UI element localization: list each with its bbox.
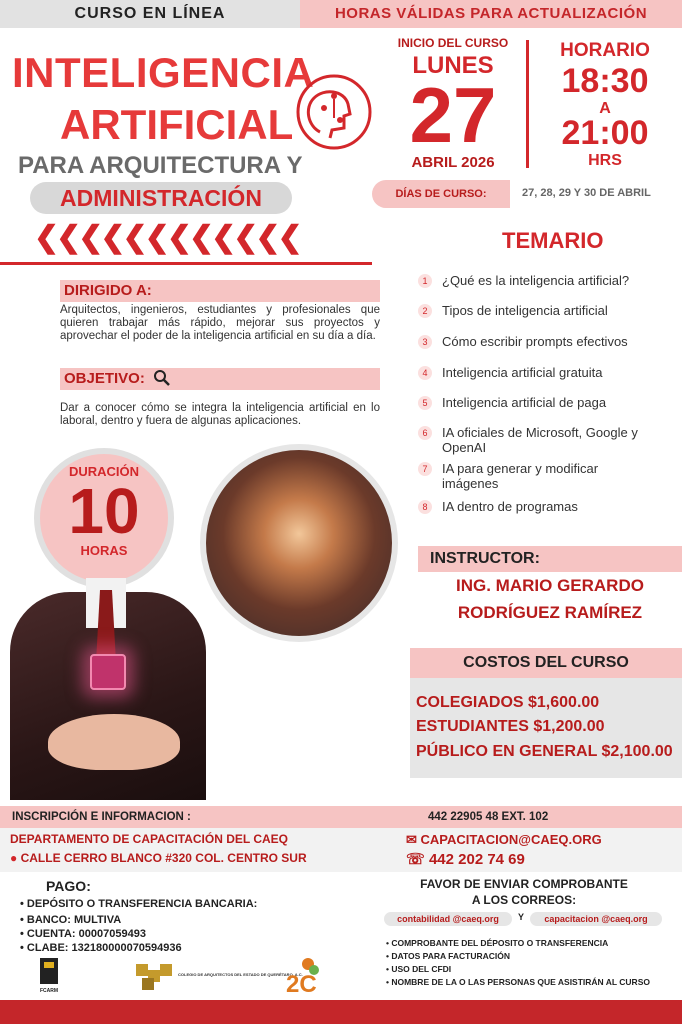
- instructor-name-line1: ING. MARIO GERARDO: [456, 576, 644, 595]
- temario-item-number: 5: [418, 396, 432, 410]
- schedule-label: HORARIO: [560, 40, 650, 61]
- requirement-item: • DATOS PARA FACTURACIÓN: [386, 951, 511, 961]
- objective-text: Dar a conocer cómo se integra la inteligencia artificial en lo laboral, dentro y fuera de algunas aplicaciones.: [60, 402, 380, 427]
- temario-item: [418, 334, 680, 349]
- chip-icon: [90, 654, 126, 690]
- temario-item-text: Cómo escribir prompts efectivos: [442, 334, 628, 349]
- start-day-number: 27: [409, 71, 497, 159]
- temario-item: [418, 395, 680, 410]
- course-days-value: 27, 28, 29 Y 30 DE ABRIL: [522, 187, 651, 199]
- subtitle-line1: PARA ARQUITECTURA Y: [18, 152, 303, 179]
- contact-email[interactable]: [406, 832, 602, 848]
- bottom-bar: [0, 1000, 682, 1024]
- receipt-email-1[interactable]: contabilidad @caeq.org: [384, 912, 512, 926]
- requirement-item: • NOMBRE DE LA O LAS PERSONAS QUE ASISTIRÁN AL CURSO: [386, 977, 650, 987]
- schedule-end-time: 21:00: [561, 114, 649, 152]
- temario-item-number: 7: [418, 462, 432, 476]
- temario-item: [418, 273, 680, 288]
- start-day-name: LUNES: [412, 52, 494, 79]
- search-icon: [153, 369, 171, 387]
- address-text: CALLE CERRO BLANCO #320 COL. CENTRO SUR: [20, 851, 307, 865]
- 2c-logo-text: 2C: [286, 971, 317, 998]
- schedule-start-time: 18:30: [561, 62, 649, 100]
- schedule-separator: A: [599, 100, 611, 117]
- receipt-heading: [396, 876, 652, 908]
- ai-head-icon: [290, 68, 374, 152]
- objective-heading-text: OBJETIVO:: [64, 370, 145, 387]
- payment-line: • DEPÓSITO O TRANSFERENCIA BANCARIA:: [20, 898, 258, 910]
- receipt-heading-line1: FAVOR DE ENVIAR COMPROBANTE: [420, 877, 628, 891]
- contact-whatsapp-text: 442 202 74 69: [428, 851, 525, 868]
- duration-unit: HORAS: [80, 543, 128, 558]
- temario-item-text: IA oficiales de Microsoft, Google y OpenAI: [442, 425, 638, 455]
- cost-colegiados: COLEGIADOS $1,600.00: [416, 694, 600, 711]
- title-line2: ARTIFICIAL: [60, 101, 294, 148]
- objective-heading: [60, 368, 380, 390]
- address: [10, 851, 307, 865]
- chevron-decoration: ❮❮❮❮❮❮❮❮❮❮❮❮: [34, 221, 300, 254]
- start-label: INICIO DEL CURSO: [397, 36, 509, 50]
- requirement-item: • USO DEL CFDI: [386, 964, 452, 974]
- inscription-phone: 442 22905 48 EXT. 102: [428, 811, 549, 823]
- cost-estudiantes: ESTUDIANTES $1,200.00: [416, 718, 605, 735]
- payment-heading: PAGO:: [46, 878, 91, 894]
- temario-item-number: 4: [418, 366, 432, 380]
- location-pin-icon: ●: [10, 851, 18, 865]
- requirement-item: • COMPROBANTE DEL DÉPOSITO O TRANSFERENCIA: [386, 938, 609, 948]
- fcarm-logo-text: FCARM: [39, 988, 59, 994]
- temario-item: [418, 365, 680, 380]
- inscription-label: INSCRIPCIÓN E INFORMACION :: [12, 811, 191, 823]
- audience-text: Arquitectos, ingenieros, estudiantes y profesionales que quieren trabajar más rápido, mejorar sus proyectos y aprovechar el poder de la inteligencia artificial en su día a día.: [60, 304, 380, 342]
- audience-heading: DIRIGIDO A:: [60, 280, 380, 302]
- instructor-name: [418, 572, 682, 626]
- whatsapp-icon: ☏: [406, 851, 425, 868]
- duration-value: 10: [68, 475, 140, 547]
- temario-item-number: 3: [418, 335, 432, 349]
- temario-item-number: 6: [418, 426, 432, 440]
- temario-item-number: 2: [418, 304, 432, 318]
- schedule-unit: HRS: [588, 152, 622, 169]
- receipt-heading-line2: A LOS CORREOS:: [471, 893, 577, 907]
- temario-item: [418, 499, 680, 514]
- caeq-logo: [134, 960, 303, 994]
- instructor-name-line2: RODRÍGUEZ RAMÍREZ: [457, 603, 643, 622]
- payment-line: • CUENTA: 00007059493: [20, 928, 146, 940]
- temario-item-text: IA dentro de programas: [442, 499, 578, 514]
- temario-item: [418, 303, 680, 318]
- temario-item: [418, 425, 658, 455]
- temario-item-number: 8: [418, 500, 432, 514]
- temario-item-text: Inteligencia artificial de paga: [442, 395, 607, 410]
- caeq-logo-text: COLEGIO DE ARQUITECTOS DEL ESTADO DE QUERÉTARO, A.C.: [178, 972, 303, 977]
- temario-title: TEMARIO: [502, 228, 604, 253]
- person-hands: [48, 714, 180, 770]
- payment-line: • CLABE: 132180000070594936: [20, 942, 182, 954]
- course-days-label: DÍAS DE CURSO:: [372, 180, 510, 208]
- mail-icon: ✉: [406, 832, 417, 847]
- payment-line: • BANCO: MULTIVA: [20, 914, 122, 926]
- temario-item-number: 1: [418, 274, 432, 288]
- divider: [526, 40, 529, 168]
- subtitle-line2: ADMINISTRACIÓN: [30, 182, 292, 214]
- department-name: DEPARTAMENTO DE CAPACITACIÓN DEL CAEQ: [10, 832, 289, 846]
- cost-publico: PÚBLICO EN GENERAL $2,100.00: [416, 743, 673, 760]
- receipt-email-2[interactable]: capacitacion @caeq.org: [530, 912, 662, 926]
- fcarm-logo: [36, 956, 62, 994]
- costs-heading: COSTOS DEL CURSO: [410, 648, 682, 678]
- receipt-email-joiner: Y: [518, 912, 525, 922]
- contact-whatsapp[interactable]: [406, 850, 525, 868]
- brain-illustration: [200, 444, 398, 642]
- 2c-logo: [282, 956, 322, 996]
- title-line1: INTELIGENCIA: [12, 49, 315, 96]
- temario-item-text: Tipos de inteligencia artificial: [442, 303, 608, 318]
- temario-item: [418, 461, 638, 491]
- temario-item-text: ¿Qué es la inteligencia artificial?: [442, 273, 630, 288]
- section-divider: [0, 262, 372, 265]
- valid-hours-banner: HORAS VÁLIDAS PARA ACTUALIZACIÓN: [300, 0, 682, 28]
- temario-item-text: Inteligencia artificial gratuita: [442, 365, 603, 380]
- contact-email-text: CAPACITACION@CAEQ.ORG: [420, 832, 602, 847]
- inscription-bar: [0, 806, 682, 828]
- instructor-heading: INSTRUCTOR:: [418, 546, 682, 572]
- course-mode-banner: CURSO EN LÍNEA: [0, 0, 300, 28]
- duration-label: DURACIÓN: [68, 464, 140, 479]
- start-month-year: ABRIL 2026: [411, 154, 495, 171]
- temario-item-text: IA para generar y modificar imágenes: [442, 461, 599, 491]
- duration-badge: [34, 448, 174, 588]
